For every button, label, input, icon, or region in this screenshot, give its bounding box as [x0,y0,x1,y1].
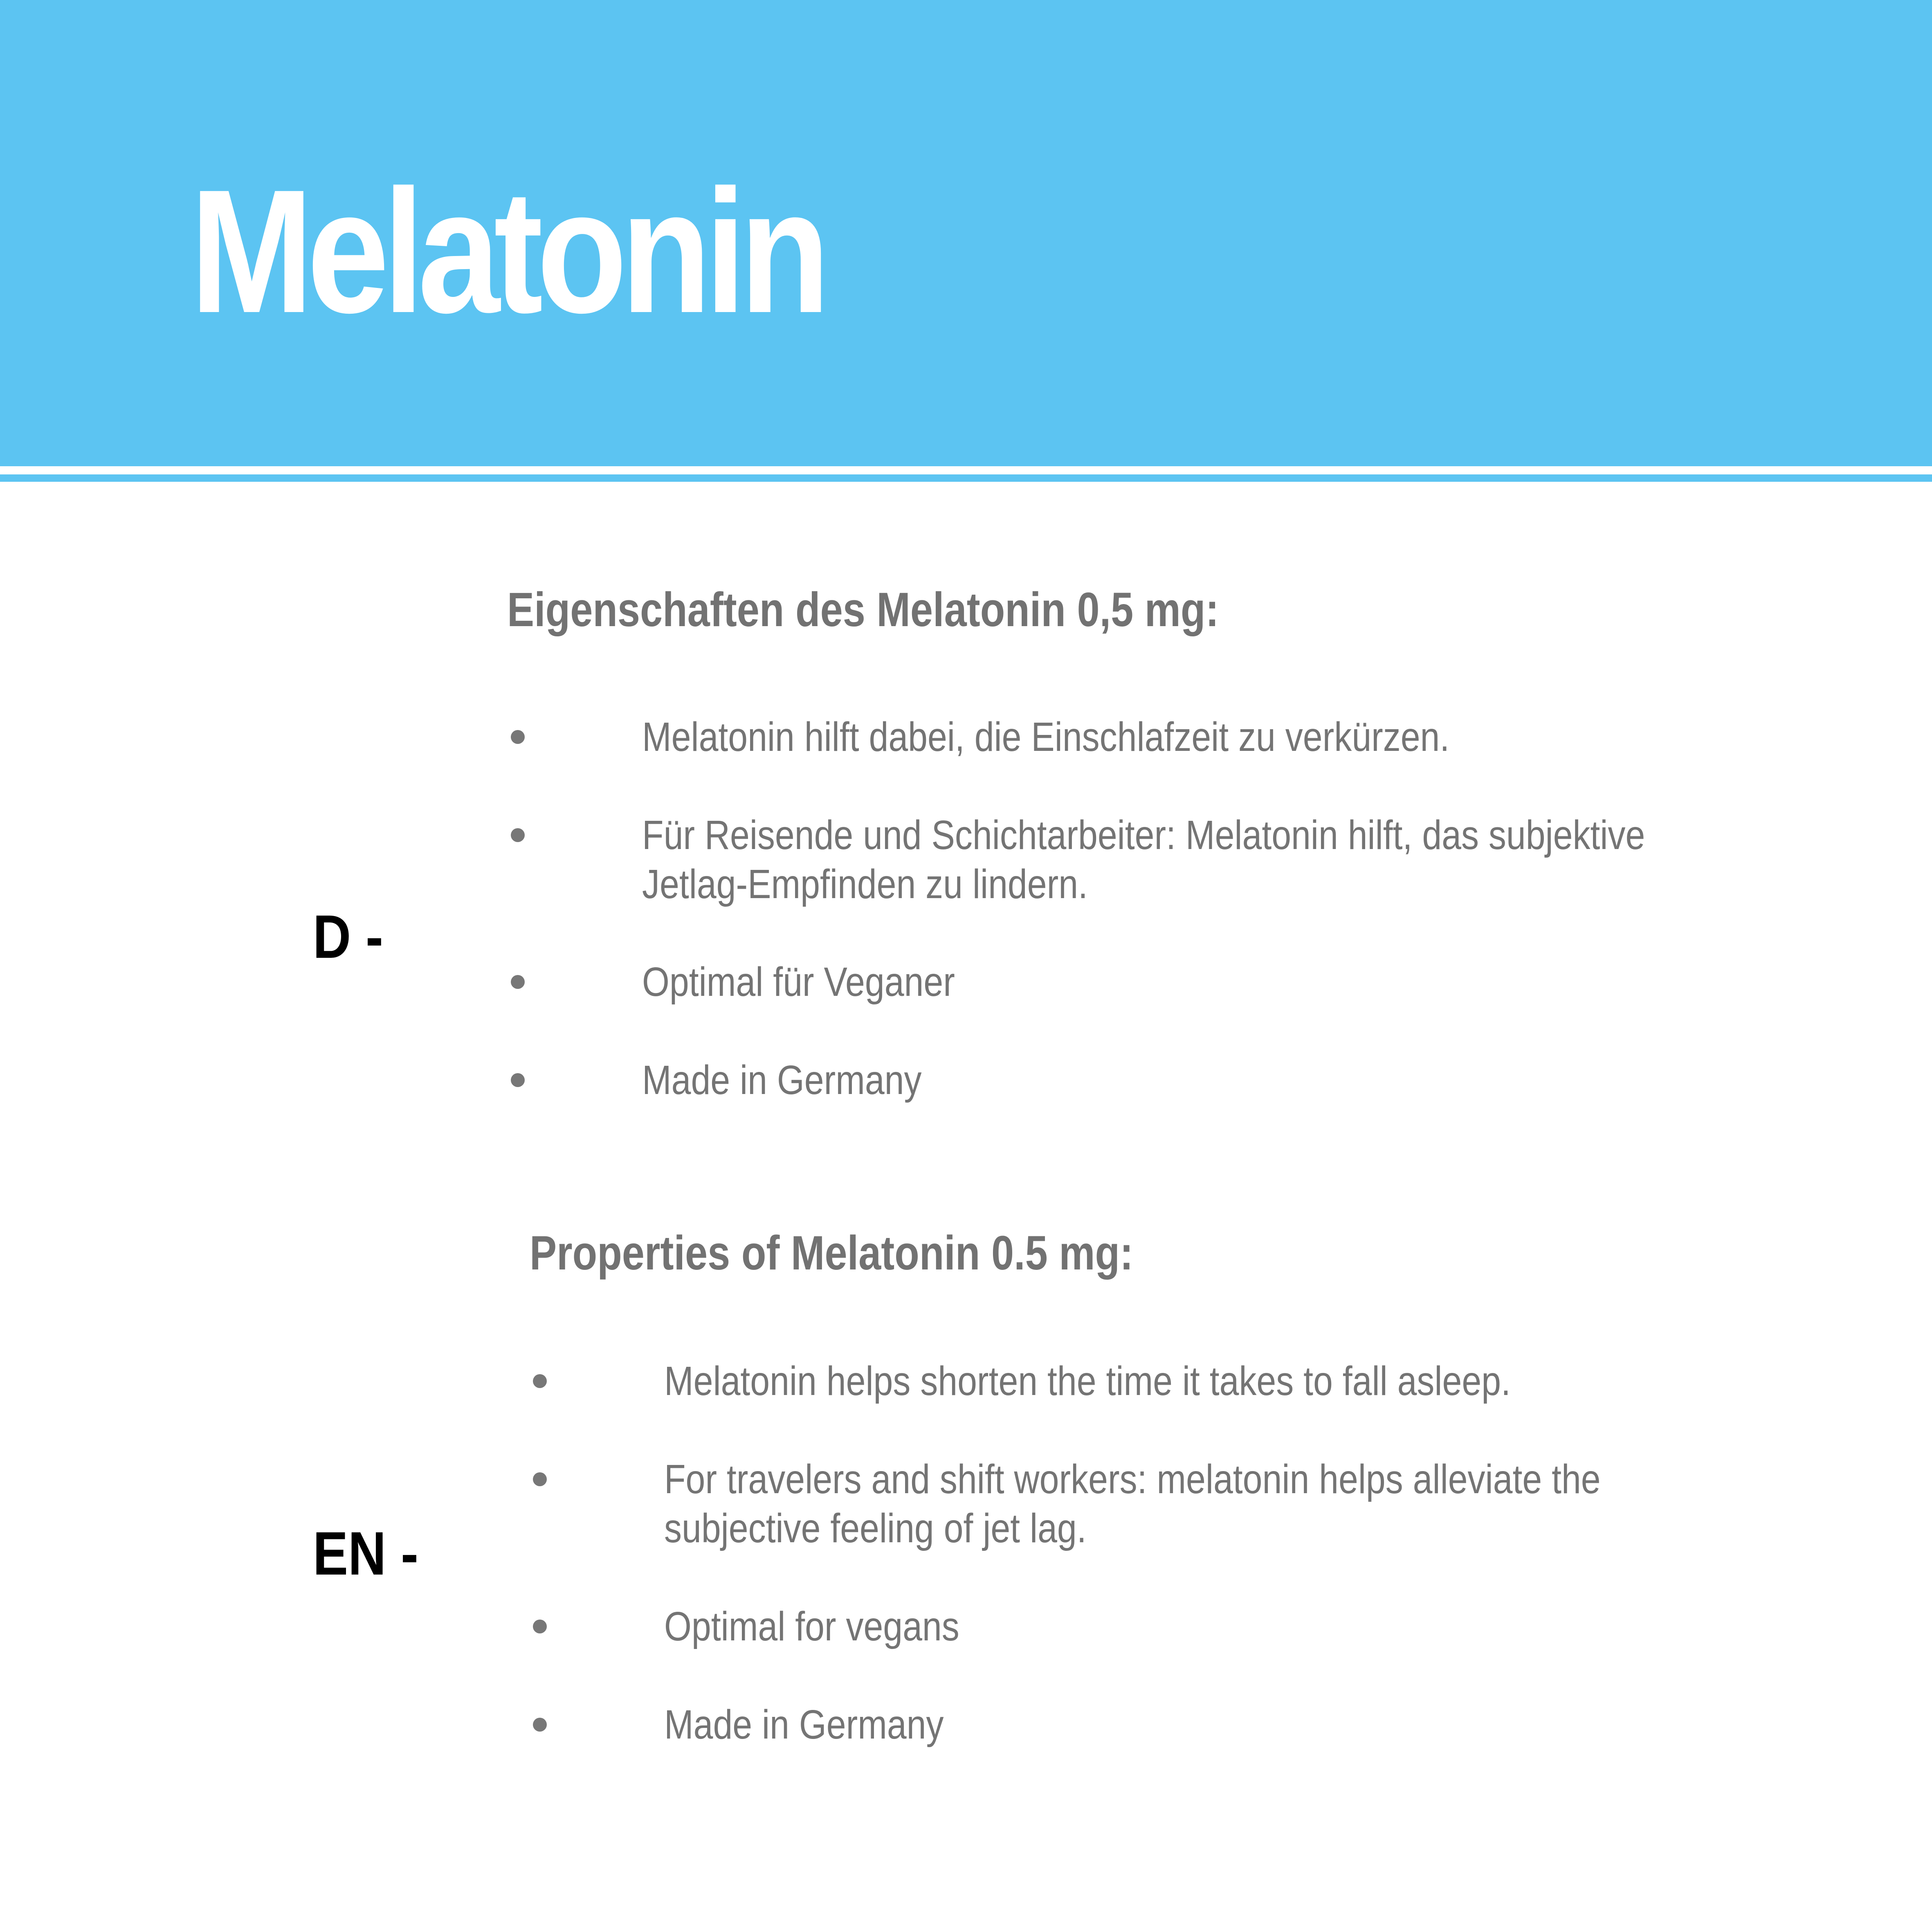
list-item-text: Melatonin hilft dabei, die Einschlafzeit zu verkürzen. [642,714,1450,760]
list-item-text: Made in Germany [642,1057,922,1103]
section-heading-en: Properties of Melatonin 0.5 mg: [530,1226,1134,1280]
list-item-text: Optimal for vegans [664,1604,959,1649]
list-item-text: Made in Germany [664,1702,944,1748]
list-item-text: Melatonin helps shorten the time it takes to fall asleep. [664,1358,1511,1404]
list-item-text: Für Reisende und Schichtarbeiter: Melatonin hilft, das subjektive Jetlag-Empfinden zu lindern. [642,812,1645,907]
language-label-de: D - [313,902,383,971]
bullet-icon [533,1718,547,1732]
list-item-text: Optimal für Veganer [642,959,955,1005]
header-divider [0,474,1932,482]
header-banner [0,0,1932,466]
section-heading-de: Eigenschaften des Melatonin 0,5 mg: [507,583,1219,637]
bullet-icon [511,975,525,989]
bullet-icon [511,1073,525,1087]
bullet-icon [533,1472,547,1486]
bullet-icon [511,828,525,842]
bullet-icon [511,730,525,744]
bullet-icon [533,1620,547,1633]
page-title: Melatonin [190,153,824,350]
bullet-icon [533,1374,547,1388]
list-item-text: For travelers and shift workers: melatonin helps alleviate the subjective feeling of jet lag. [664,1456,1601,1551]
language-label-en: EN - [313,1519,418,1588]
